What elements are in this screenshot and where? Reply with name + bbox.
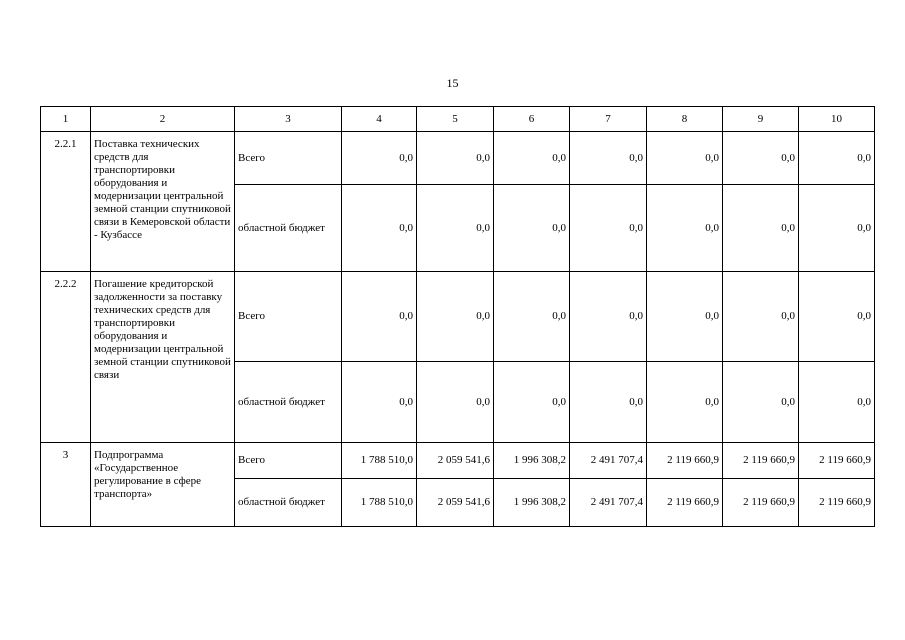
- value-cell: 0,0: [342, 132, 417, 185]
- value-cell: 0,0: [799, 185, 875, 272]
- table-row: [41, 132, 875, 185]
- value-cell: 1 996 308,2: [494, 443, 570, 479]
- funding-source: Всего: [235, 443, 342, 479]
- value-cell: 0,0: [723, 362, 799, 443]
- value-cell: 0,0: [647, 132, 723, 185]
- value-cell: 2 119 660,9: [799, 479, 875, 527]
- header-cell: 9: [723, 107, 799, 132]
- value-cell: 2 491 707,4: [570, 479, 647, 527]
- header-cell: 7: [570, 107, 647, 132]
- header-cell: 10: [799, 107, 875, 132]
- value-cell: 0,0: [494, 362, 570, 443]
- budget-table: [40, 106, 875, 527]
- value-cell: 0,0: [723, 132, 799, 185]
- table-row: [41, 443, 875, 479]
- funding-source: областной бюджет: [235, 479, 342, 527]
- value-cell: 0,0: [647, 362, 723, 443]
- value-cell: 2 119 660,9: [647, 443, 723, 479]
- value-cell: 0,0: [417, 132, 494, 185]
- value-cell: 0,0: [494, 272, 570, 362]
- item-name: Подпрограмма «Государственное регулирование в сфере транспорта»: [91, 443, 235, 527]
- value-cell: 0,0: [417, 272, 494, 362]
- header-cell: 5: [417, 107, 494, 132]
- header-cell: 8: [647, 107, 723, 132]
- value-cell: 0,0: [570, 362, 647, 443]
- value-cell: 2 059 541,6: [417, 479, 494, 527]
- value-cell: 0,0: [570, 185, 647, 272]
- value-cell: 0,0: [723, 272, 799, 362]
- funding-source: областной бюджет: [235, 362, 342, 443]
- value-cell: 0,0: [570, 132, 647, 185]
- value-cell: 0,0: [494, 132, 570, 185]
- value-cell: 2 119 660,9: [723, 443, 799, 479]
- value-cell: 1 788 510,0: [342, 443, 417, 479]
- value-cell: 0,0: [799, 132, 875, 185]
- header-cell: 3: [235, 107, 342, 132]
- value-cell: 0,0: [570, 272, 647, 362]
- table-row: [41, 272, 875, 362]
- header-cell: 4: [342, 107, 417, 132]
- header-row: [41, 107, 875, 132]
- item-code: 2.2.1: [41, 132, 91, 272]
- value-cell: 0,0: [799, 272, 875, 362]
- value-cell: 0,0: [417, 362, 494, 443]
- funding-source: областной бюджет: [235, 185, 342, 272]
- value-cell: 2 119 660,9: [799, 443, 875, 479]
- funding-source: Всего: [235, 272, 342, 362]
- header-cell: 2: [91, 107, 235, 132]
- header-cell: 1: [41, 107, 91, 132]
- value-cell: 2 119 660,9: [723, 479, 799, 527]
- value-cell: 1 996 308,2: [494, 479, 570, 527]
- item-code: 3: [41, 443, 91, 527]
- value-cell: 2 491 707,4: [570, 443, 647, 479]
- value-cell: 0,0: [647, 185, 723, 272]
- value-cell: 0,0: [494, 185, 570, 272]
- value-cell: 0,0: [647, 272, 723, 362]
- value-cell: 0,0: [342, 185, 417, 272]
- item-name: Погашение кредиторской задолженности за поставку технических средств для транспортировки оборудования и модернизации центральной земной станции спутниковой связи: [91, 272, 235, 443]
- header-cell: 6: [494, 107, 570, 132]
- value-cell: 0,0: [799, 362, 875, 443]
- item-code: 2.2.2: [41, 272, 91, 443]
- value-cell: 0,0: [342, 272, 417, 362]
- funding-source: Всего: [235, 132, 342, 185]
- value-cell: 2 059 541,6: [417, 443, 494, 479]
- value-cell: 0,0: [417, 185, 494, 272]
- item-name: Поставка технических средств для транспортировки оборудования и модернизации центральной земной станции спутниковой связи в Кемеровской области - Кузбассе: [91, 132, 235, 272]
- value-cell: 2 119 660,9: [647, 479, 723, 527]
- value-cell: 1 788 510,0: [342, 479, 417, 527]
- value-cell: 0,0: [342, 362, 417, 443]
- page-number: 15: [446, 76, 459, 90]
- value-cell: 0,0: [723, 185, 799, 272]
